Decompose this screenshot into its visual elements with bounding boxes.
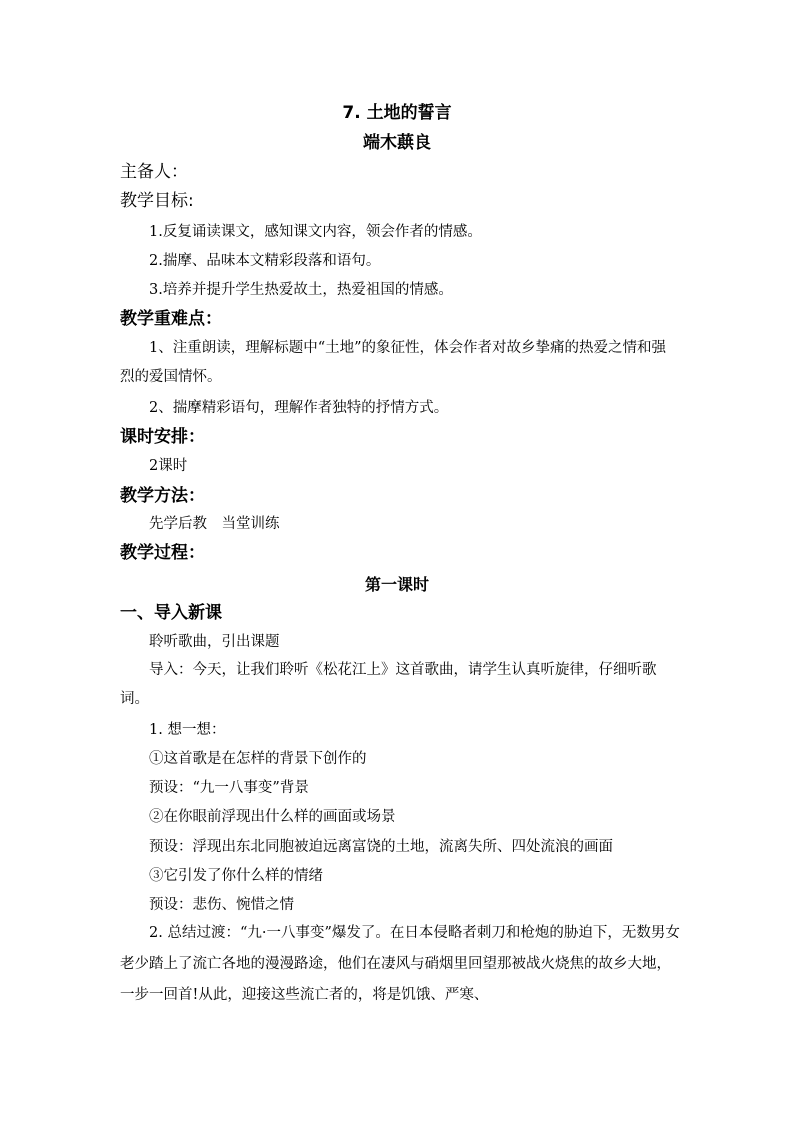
process-paragraph: 导入：今天，让我们聆听《松花江上》这首歌曲，请学生认真听旋律，仔细听歌词。 <box>120 662 657 707</box>
schedule-heading: 课时安排： <box>120 427 205 447</box>
key-point-item: 2、揣摩精彩语句，理解作者独特的抒情方式。 <box>149 400 449 416</box>
process-line: ②在你眼前浮现出什么样的画面或场景 <box>149 809 396 825</box>
process-line: ③它引发了你什么样的情绪 <box>149 868 323 884</box>
objective-item: 3.培养并提升学生热爱故土，热爱祖国的情感。 <box>149 282 453 298</box>
process-heading: 教学过程： <box>120 543 205 563</box>
process-line: ①这首歌是在怎样的背景下创作的 <box>149 751 367 767</box>
method-heading: 教学方法： <box>120 486 205 506</box>
process-line: 预设：悲伤、惋惜之情 <box>149 897 294 913</box>
objectives-heading: 教学目标: <box>120 191 194 211</box>
key-point-item: 1、注重朗读，理解标题中“土地”的象征性，体会作者对故乡挚痛的热爱之情和强烈的爱国情怀。 <box>120 340 667 385</box>
author-name: 端木蕻良 <box>363 133 431 153</box>
schedule-value: 2课时 <box>149 458 188 474</box>
process-line: 1. 想一想： <box>149 722 226 738</box>
objective-item: 2.揣摩、品味本文精彩段落和语句。 <box>149 253 381 269</box>
process-line: 聆听歌曲，引出课题 <box>149 634 280 650</box>
process-paragraph: 2. 总结过渡：“九·一八事变”爆发了。在日本侵略者刺刀和枪炮的胁迫下，无数男女老少踏上了流亡各地的漫漫路途，他们在凄风与硝烟里回望那被战火烧焦的故乡大地，一步一回首!从此，迎接这些流亡者的，将是饥饿、严寒、 <box>120 925 680 1003</box>
objective-item: 1.反复诵读课文，感知课文内容，领会作者的情感。 <box>149 224 482 240</box>
method-value: 先学后教 当堂训练 <box>149 516 280 532</box>
document-title: 7. 土地的誓言 <box>342 103 452 123</box>
preparer-label: 主备人： <box>120 162 188 182</box>
lesson-title: 第一课时 <box>364 575 429 594</box>
section-heading: 一、导入新课 <box>120 603 222 623</box>
process-line: 预设：“九一八事变”背景 <box>149 780 309 796</box>
process-line: 预设：浮现出东北同胞被迫远离富饶的土地，流离失所、四处流浪的画面 <box>149 839 613 855</box>
key-points-heading: 教学重难点： <box>120 309 222 329</box>
